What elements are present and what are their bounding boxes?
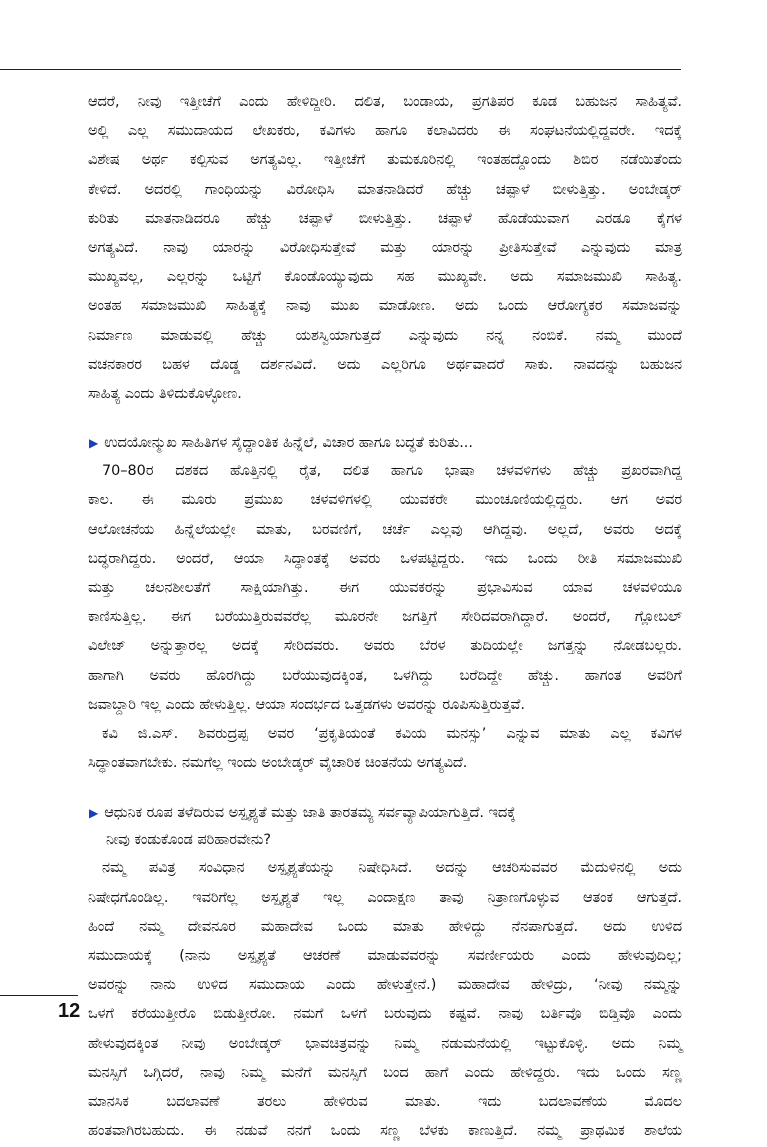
text-line: ಒಳಗೆ ಕರೆಯುತ್ತೀರೊ ಬಿಡುತ್ತೀರೋ. ನಮಗೆ ಒಳಗೆ ಬರುವುದು ಕಷ್ಟವೆ. ನಾವು ಬರ್ತಿವೊ ಬಿಡ್ತಿವೊ ಎಂದು (88, 1006, 682, 1023)
footer-rule (0, 995, 78, 996)
page-number: 12 (58, 1000, 81, 1022)
text-line: ಮಾನಸಿಕ ಬದಲಾವಣೆ ತರಲು ಹೇಳಿರುವ ಮಾತು. ಇದು ಬದಲಾವಣೆಯ ಮೊದಲ (88, 1094, 682, 1111)
text-line: ಮತ್ತು ಚಲನಶೀಲತೆಗೆ ಸಾಕ್ಷಿಯಾಗಿತ್ತು. ಈಗ ಯುವಕರನ್ನು ಪ್ರಭಾವಿಸುವ ಯಾವ ಚಳವಳಿಯೂ (88, 580, 682, 597)
text-line: ವಿಲೇಜ್ ಅನ್ನುತ್ತಾರಲ್ಲ ಅದಕ್ಕೆ ಸೇರಿದವರು. ಅವರು ಬೆರಳ ತುದಿಯಲ್ಲೇ ಜಗತ್ತನ್ನು ನೋಡಬಲ್ಲರು. (88, 638, 682, 655)
question-text: ನೀವು ಕಂಡುಕೊಂಡ ಪರಿಹಾರವೇನು? (106, 832, 272, 849)
text-line: ಹಿಂದೆ ನಮ್ಮ ದೇವನೂರ ಮಹಾದೇವ ಒಂದು ಮಾತು ಹೇಳಿದ್ದು ನೆನಪಾಗುತ್ತದೆ. ಅದು ಉಳಿದ (88, 918, 682, 935)
question-text: ಆಧುನಿಕ ರೂಪ ತಳೆದಿರುವ ಅಸ್ಪೃಶ್ಯತೆ ಮತ್ತು ಜಾತಿ ತಾರತಮ್ಯ ಸರ್ವವ್ಯಾಪಿಯಾಗುತ್ತಿದೆ. ಇದಕ್ಕೆ (104, 805, 516, 822)
text-line: ಮನಸ್ಸಿಗೆ ಒಗ್ಗಿದರೆ, ನಾವು ನಿಮ್ಮ ಮನೆಗೆ ಮನಸ್ಸಿಗೆ ಬಂದ ಹಾಗೆ ಎಂದು ಹೇಳಿದ್ದರು. ಇದು ಒಂದು ಸಣ್ಣ (88, 1064, 682, 1081)
text-line: ಅವರನ್ನು ನಾನು ಉಳಿದ ಸಮುದಾಯ ಎಂದು ಹೇಳುತ್ತೇನೆ.) ಮಹಾದೇವ ಹೇಳಿದ್ರು, ‘ನೀವು ನಮ್ಮನ್ನು (88, 977, 682, 994)
text-line: ಆದರೆ, ನೀವು ಇತ್ತೀಚೆಗೆ ಎಂದು ಹೇಳಿದ್ದೀರಿ. ದಲಿತ, ಬಂಡಾಯ, ಪ್ರಗತಿಪರ ಕೂಡ ಬಹುಜನ ಸಾಹಿತ್ಯವೆ. (88, 94, 682, 110)
text-line: ಕಾಣಿಸುತ್ತಿಲ್ಲ. ಈಗ ಬರೆಯುತ್ತಿರುವವರೆಲ್ಲ ಮೂರನೇ ಜಗತ್ತಿಗೆ ಸೇರಿದವರಾಗಿದ್ದಾರೆ. ಅಂದರೆ, ಗ್ಲೋಬಲ್ (88, 609, 682, 626)
text-line: ಸಮುದಾಯಕ್ಕೆ (ನಾನು ಅಸ್ಪೃಶ್ಯತೆ ಆಚರಣೆ ಮಾಡುವವರನ್ನು ಸವರ್ಣೀಯರು ಎಂದು ಹೇಳುವುದಿಲ್ಲ; (88, 948, 682, 965)
text-line: ನಿರ್ಮಾಣ ಮಾಡುವಲ್ಲಿ ಹೆಚ್ಚು ಯಶಸ್ವಿಯಾಗುತ್ತದೆ ಎನ್ನುವುದು ನನ್ನ ನಂಬಿಕೆ. ನಮ್ಮ ಮುಂದೆ (88, 327, 682, 344)
text-line: ಮುಖ್ಯವಲ್ಲ, ಎಲ್ಲರನ್ನು ಒಟ್ಟಿಗೆ ಕೊಂಡೊಯ್ಯುವುದು ಸಹ ಮುಖ್ಯವೇ. ಅದು ಸಮಾಜಮುಖಿ ಸಾಹಿತ್ಯ. (88, 269, 682, 286)
text-line: ಕುರಿತು ಮಾತನಾಡಿದರೂ ಹೆಚ್ಚು ಚಪ್ಪಾಳೆ ಬೀಳುತ್ತಿತ್ತು. ಚಪ್ಪಾಳೆ ಹೊಡೆಯುವಾಗ ಎರಡೂ ಕೈಗಳ (88, 210, 682, 227)
question-text: ಉದಯೋನ್ಮುಖ ಸಾಹಿತಿಗಳ ಸೈದ್ಧಾಂತಿಕ ಹಿನ್ನೆಲೆ, ವಿಚಾರ ಹಾಗೂ ಬದ್ಧತೆ ಕುರಿತು... (104, 435, 473, 452)
question-heading-1 (88, 430, 682, 457)
text-line: ಹೇಳುವುದಕ್ಕಿಂತ ನೀವು ಅಂಬೇಡ್ಕರ್ ಭಾವಚಿತ್ರವನ್ನು ನಿಮ್ಮ ನಡುಮನೆಯಲ್ಲಿ ಇಟ್ಟುಕೊಳ್ಳಿ. ಅದು ನಿಮ್ಮ (88, 1035, 682, 1052)
text-line: ವಚನಕಾರರ ಬಹಳ ದೊಡ್ಡ ದರ್ಶನವಿದೆ. ಅದು ಎಲ್ಲರಿಗೂ ಅರ್ಥವಾದರೆ ಸಾಕು. ನಾವದನ್ನು ಬಹುಜನ (88, 356, 682, 373)
paragraph-2 (88, 457, 682, 720)
text-line: ಕವಿ ಜಿ.ಎಸ್. ಶಿವರುದ್ರಪ್ಪ ಅವರ ‘ಪ್ರಕೃತಿಯಂತೆ ಕವಿಯ ಮನಸ್ಸು’ ಎನ್ನುವ ಮಾತು ಎಲ್ಲ ಕವಿಗಳ (102, 726, 682, 743)
text-line: ಅಗತ್ಯವಿದೆ. ನಾವು ಯಾರನ್ನು ವಿರೋಧಿಸುತ್ತೇವೆ ಮತ್ತು ಯಾರನ್ನು ಪ್ರೀತಿಸುತ್ತೇವೆ ಎನ್ನುವುದು ಮಾತ್ರ (88, 240, 682, 257)
text-line: ನಿಷೇಧಗೊಂಡಿಲ್ಲ. ಇವರಿಗೆಲ್ಲ ಅಸ್ಪೃಶ್ಯತೆ ಇಲ್ಲ ಎಂದಾಕ್ಷಣ ತಾವು ನಿತ್ರಾಣಗೊಳ್ಳುವ ಆತಂಕ ಆಗುತ್ತದೆ. (88, 889, 682, 906)
text-line: ನಮ್ಮ ಪವಿತ್ರ ಸಂವಿಧಾನ ಅಸ್ಪೃಶ್ಯತೆಯನ್ನು ನಿಷೇಧಿಸಿದೆ. ಅದನ್ನು ಆಚರಿಸುವವರ ಮೆದುಳಿನಲ್ಲಿ ಅದು (102, 860, 682, 877)
header-rule (0, 69, 681, 70)
text-line: ಕಾಲ. ಈ ಮೂರು ಪ್ರಮುಖ ಚಳವಳಿಗಳಲ್ಲಿ ಯುವಕರೇ ಮುಂಚೂಣಿಯಲ್ಲಿದ್ದರು. ಆಗ ಅವರ (88, 492, 682, 509)
article-body (88, 88, 682, 1147)
triangle-bullet-icon: ▶ (89, 806, 99, 821)
text-line: ಸಿದ್ಧಾಂತವಾಗಬೇಕು. ನಮಗೆಲ್ಲ ಇಂದು ಅಂಬೇಡ್ಕರ್ ವೈಚಾರಿಕ ಚಿಂತನೆಯ ಅಗತ್ಯವಿದೆ. (88, 755, 468, 772)
paragraph-3 (88, 720, 682, 778)
triangle-bullet-icon: ▶ (89, 436, 99, 451)
text-line: ಆಲೋಚನೆಯ ಹಿನ್ನೆಲೆಯಲ್ಲೇ ಮಾತು, ಬರವಣಿಗೆ, ಚರ್ಚೆ ಎಲ್ಲವು ಆಗಿದ್ದವು. ಅಲ್ಲದೆ, ಅವರು ಅದಕ್ಕೆ (88, 521, 682, 538)
paragraph-1 (88, 88, 682, 409)
text-line: ಹಾಗಾಗಿ ಅವರು ಹೊರಗಿದ್ದು ಬರೆಯುವುದಕ್ಕಿಂತ, ಒಳಗಿದ್ದು ಬರೆದಿದ್ದೇ ಹೆಚ್ಚು. ಹಾಗಂತ ಅವರಿಗೆ (88, 667, 682, 684)
text-line: 70–80ರ ದಶಕದ ಹೊತ್ತಿನಲ್ಲಿ ರೈತ, ದಲಿತ ಹಾಗೂ ಭಾಷಾ ಚಳವಳಿಗಳು ಹೆಚ್ಚು ಪ್ರಖರವಾಗಿದ್ದ (102, 463, 682, 480)
text-line: ಅಂತಹ ಸಮಾಜಮುಖಿ ಸಾಹಿತ್ಯಕ್ಕೆ ನಾವು ಮುಖ ಮಾಡೋಣ. ಅದು ಒಂದು ಆರೋಗ್ಯಕರ ಸಮಾಜವನ್ನು (88, 298, 682, 315)
text-line: ಜವಾಬ್ದಾರಿ ಇಲ್ಲ ಎಂದು ಹೇಳುತ್ತಿಲ್ಲ. ಆಯಾ ಸಂದರ್ಭದ ಒತ್ತಡಗಳು ಅವರನ್ನು ರೂಪಿಸುತ್ತಿರುತ್ತವೆ. (88, 696, 525, 713)
text-line: ಬದ್ಧರಾಗಿದ್ದರು. ಅಂದರೆ, ಆಯಾ ಸಿದ್ಧಾಂತಕ್ಕೆ ಅವರು ಒಳಪಟ್ಟಿದ್ದರು. ಇದು ಒಂದು ರೀತಿ ಸಮಾಜಮುಖಿ (88, 550, 682, 567)
text-line: ಸಾಹಿತ್ಯ ಎಂದು ತಿಳಿದುಕೊಳ್ಳೋಣ. (88, 386, 242, 403)
text-line: ಕೇಳಿದೆ. ಅದರಲ್ಲಿ ಗಾಂಧಿಯನ್ನು ವಿರೋಧಿಸಿ ಮಾತನಾಡಿದರೆ ಹೆಚ್ಚು ಚಪ್ಪಾಳೆ ಬೀಳುತ್ತಿತ್ತು. ಅಂಬೇಡ್ಕರ್ (88, 181, 682, 198)
question-heading-2 (88, 800, 682, 854)
paragraph-4 (88, 854, 682, 1146)
text-line: ವಿಶೇಷ ಅರ್ಥ ಕಲ್ಪಿಸುವ ಅಗತ್ಯವಿಲ್ಲ. ಇತ್ತೀಚೆಗೆ ತುಮಕೂರಿನಲ್ಲಿ ಇಂತಹದ್ದೊಂದು ಶಿಬಿರ ನಡೆಯಿತೆಂದು (88, 152, 682, 169)
text-line: ಅಲ್ಲಿ ಎಲ್ಲ ಸಮುದಾಯದ ಲೇಖಕರು, ಕವಿಗಳು ಹಾಗೂ ಕಲಾವಿದರು ಈ ಸಂಘಟನೆಯಲ್ಲಿದ್ದವರೇ. ಇದಕ್ಕೆ (88, 123, 682, 140)
text-line: ಹಂತವಾಗಿರಬಹುದು. ಈ ನಡುವೆ ನನಗೆ ಒಂದು ಸಣ್ಣ ಬೆಳಕು ಕಾಣುತ್ತಿದೆ. ನಮ್ಮ ಪ್ರಾಥಮಿಕ ಶಾಲೆಯ (88, 1123, 682, 1140)
